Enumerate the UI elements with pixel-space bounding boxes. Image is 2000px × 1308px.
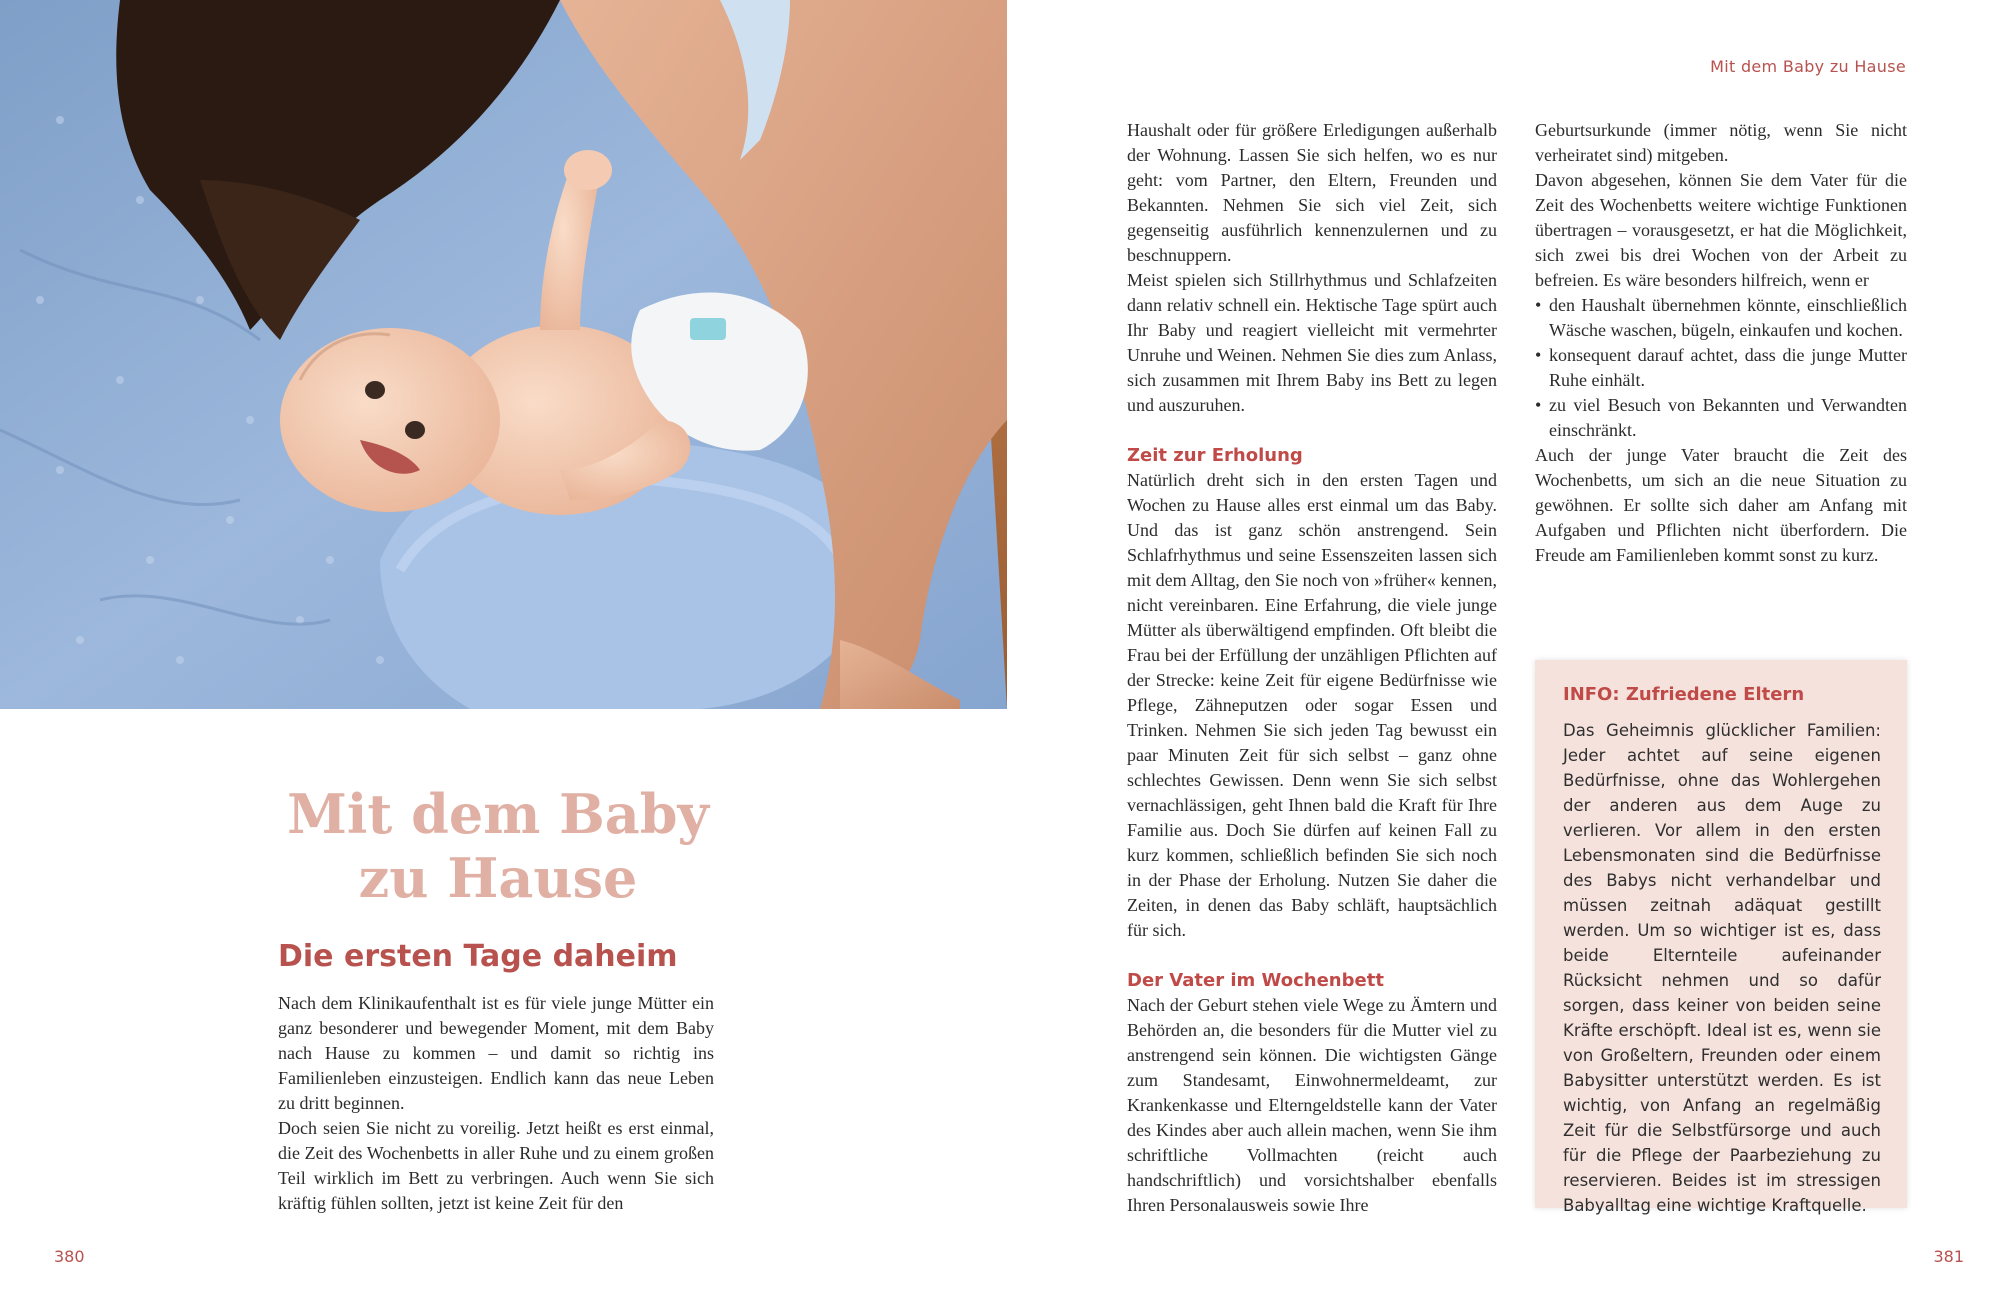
middle-text-column	[1127, 118, 1497, 1218]
subheading-erholung: Zeit zur Erholung	[1127, 445, 1303, 466]
mother-baby-photo	[0, 0, 1007, 709]
paragraph: Doch seien Sie nicht zu voreilig. Jetzt heißt es erst einmal, die Zeit des Wochenbetts in aller Ruhe und zu einem großen Teil wirklich im Bett zu verbringen. Auch wenn Sie sich kräftig fühlen sollten, jetzt ist keine Zeit für den	[278, 1118, 714, 1213]
paragraph: Meist spielen sich Stillrhythmus und Schlafzeiten dann relativ schnell ein. Hektische Tage spürt auch Ihr Baby und reagiert vielleicht mit vermehrter Unruhe und Weinen. Nehmen Sie dies zum Anlass, sich zusammen mit Ihrem Baby ins Bett zu legen und auszuruhen.	[1127, 270, 1497, 415]
photo-illustration	[0, 0, 1007, 709]
left-text-column	[278, 991, 714, 1216]
paragraph: Haushalt oder für größere Erledigungen außerhalb der Wohnung. Lassen Sie sich helfen, wo es nur geht: vom Partner, den Eltern, Freunden und Bekannten. Nehmen Sie sich viel Zeit, sich gegenseitig ausführlich kennenzulernen und zu beschnuppern.	[1127, 120, 1497, 265]
list-item: • zu viel Besuch von Bekannten und Verwandten einschränkt.	[1535, 393, 1907, 443]
chapter-title-line2: zu Hause	[358, 846, 638, 910]
info-box-text: Das Geheimnis glücklicher Familien: Jeder achtet auf seine eigenen Bedürfnisse, ohne das Wohlergehen der anderen aus dem Auge zu verlieren. Vor allem in den ersten Lebensmonaten sind die Bedürfnisse des Babys nicht verhandelbar und müssen zeitnah adäquat gestillt werden. Um so wichtiger ist es, dass beide Elternteile aufeinander Rücksicht nehmen und so dafür sorgen, dass keiner von beiden seine Kräfte erschöpft. Ideal ist es, wenn sie von Großeltern, Freunden oder einem Babysitter unterstützt werden. Es ist wichtig, von Anfang an regelmäßig Zeit für die Selbstfürsorge und auch für die Pflege der Paarbeziehung zu reservieren. Beides ist im stressigen Babyalltag eine wichtige Kraftquelle.	[1563, 721, 1881, 1215]
right-text-column	[1535, 118, 1907, 568]
page-number-right: 381	[1933, 1247, 1964, 1266]
list-item: • konsequent darauf achtet, dass die junge Mutter Ruhe einhält.	[1535, 343, 1907, 393]
info-box-title: INFO: Zufriedene Eltern	[1563, 684, 1805, 705]
page-number-left: 380	[54, 1247, 85, 1266]
chapter-title-line1: Mit dem Baby	[287, 782, 709, 846]
section-heading: Die ersten Tage daheim	[278, 939, 678, 974]
list-item: • den Haushalt übernehmen könnte, einschließlich Wäsche waschen, bügeln, einkaufen und kochen.	[1535, 293, 1907, 343]
paragraph: Davon abgesehen, können Sie dem Vater für die Zeit des Wochenbetts weitere wichtige Funktionen übertragen – vorausgesetzt, er hat die Möglichkeit, sich zwei bis drei Wochen von der Arbeit zu befreien. Es wäre besonders hilfreich, wenn er	[1535, 170, 1907, 290]
paragraph: Nach der Geburt stehen viele Wege zu Ämtern und Behörden an, die besonders für die Mutter viel zu anstrengend sein können. Die wichtigsten Gänge zum Standesamt, Einwohnermeldeamt, zur Krankenkasse und Elterngeldstelle kann der Vater des Kindes aber auch allein machen, wenn Sie ihm schriftliche Vollmachten (reicht auch handschriftlich) und vorsichtshalber ebenfalls Ihren Personalausweis sowie Ihre	[1127, 995, 1497, 1215]
paragraph: Natürlich dreht sich in den ersten Tagen und Wochen zu Hause alles erst einmal um das Baby. Und das ist ganz schön anstrengend. Sein Schlafrhythmus und seine Essenszeiten lassen sich mit dem Alltag, den Sie noch von »früher« kennen, nicht vereinbaren. Eine Erfahrung, die viele junge Mütter als überwältigend empfinden. Oft bleibt die Frau bei der Erfüllung der unzähligen Pflichten auf der Strecke: keine Zeit für eigene Bedürfnisse wie Pflege, Zähneputzen oder sogar Essen und Trinken. Nehmen Sie sich jeden Tag bewusst ein paar Minuten Zeit für sich selbst – ganz ohne schlechtes Gewissen. Denn wenn Sie sich selbst vernachlässigen, geht Ihnen bald die Kraft für Ihre Familie aus. Doch Sie dürfen auf keinen Fall zu kurz kommen, schließlich befinden Sie sich noch in der Phase der Erholung. Nutzen Sie daher die Zeiten, in denen das Baby schläft, hauptsächlich für sich.	[1127, 470, 1497, 940]
info-box	[1535, 660, 1907, 1215]
chapter-title	[268, 782, 728, 910]
subheading-vater: Der Vater im Wochenbett	[1127, 970, 1384, 991]
bullet-list	[1535, 293, 1907, 443]
running-head: Mit dem Baby zu Hause	[1710, 57, 1906, 76]
paragraph: Geburtsurkunde (immer nötig, wenn Sie nicht verheiratet sind) mitgeben.	[1535, 120, 1907, 165]
paragraph: Auch der junge Vater braucht die Zeit des Wochenbetts, um sich an die neue Situation zu gewöhnen. Er sollte sich daher am Anfang mit Aufgaben und Pflichten nicht überfordern. Die Freude am Familienleben kommt sonst zu kurz.	[1535, 445, 1907, 565]
paragraph: Nach dem Klinikaufenthalt ist es für viele junge Mütter ein ganz besonderer und bewegender Moment, mit dem Baby nach Hause zu kommen – und damit so richtig ins Familienleben einzusteigen. Endlich kann das neue Leben zu dritt beginnen.	[278, 993, 714, 1113]
